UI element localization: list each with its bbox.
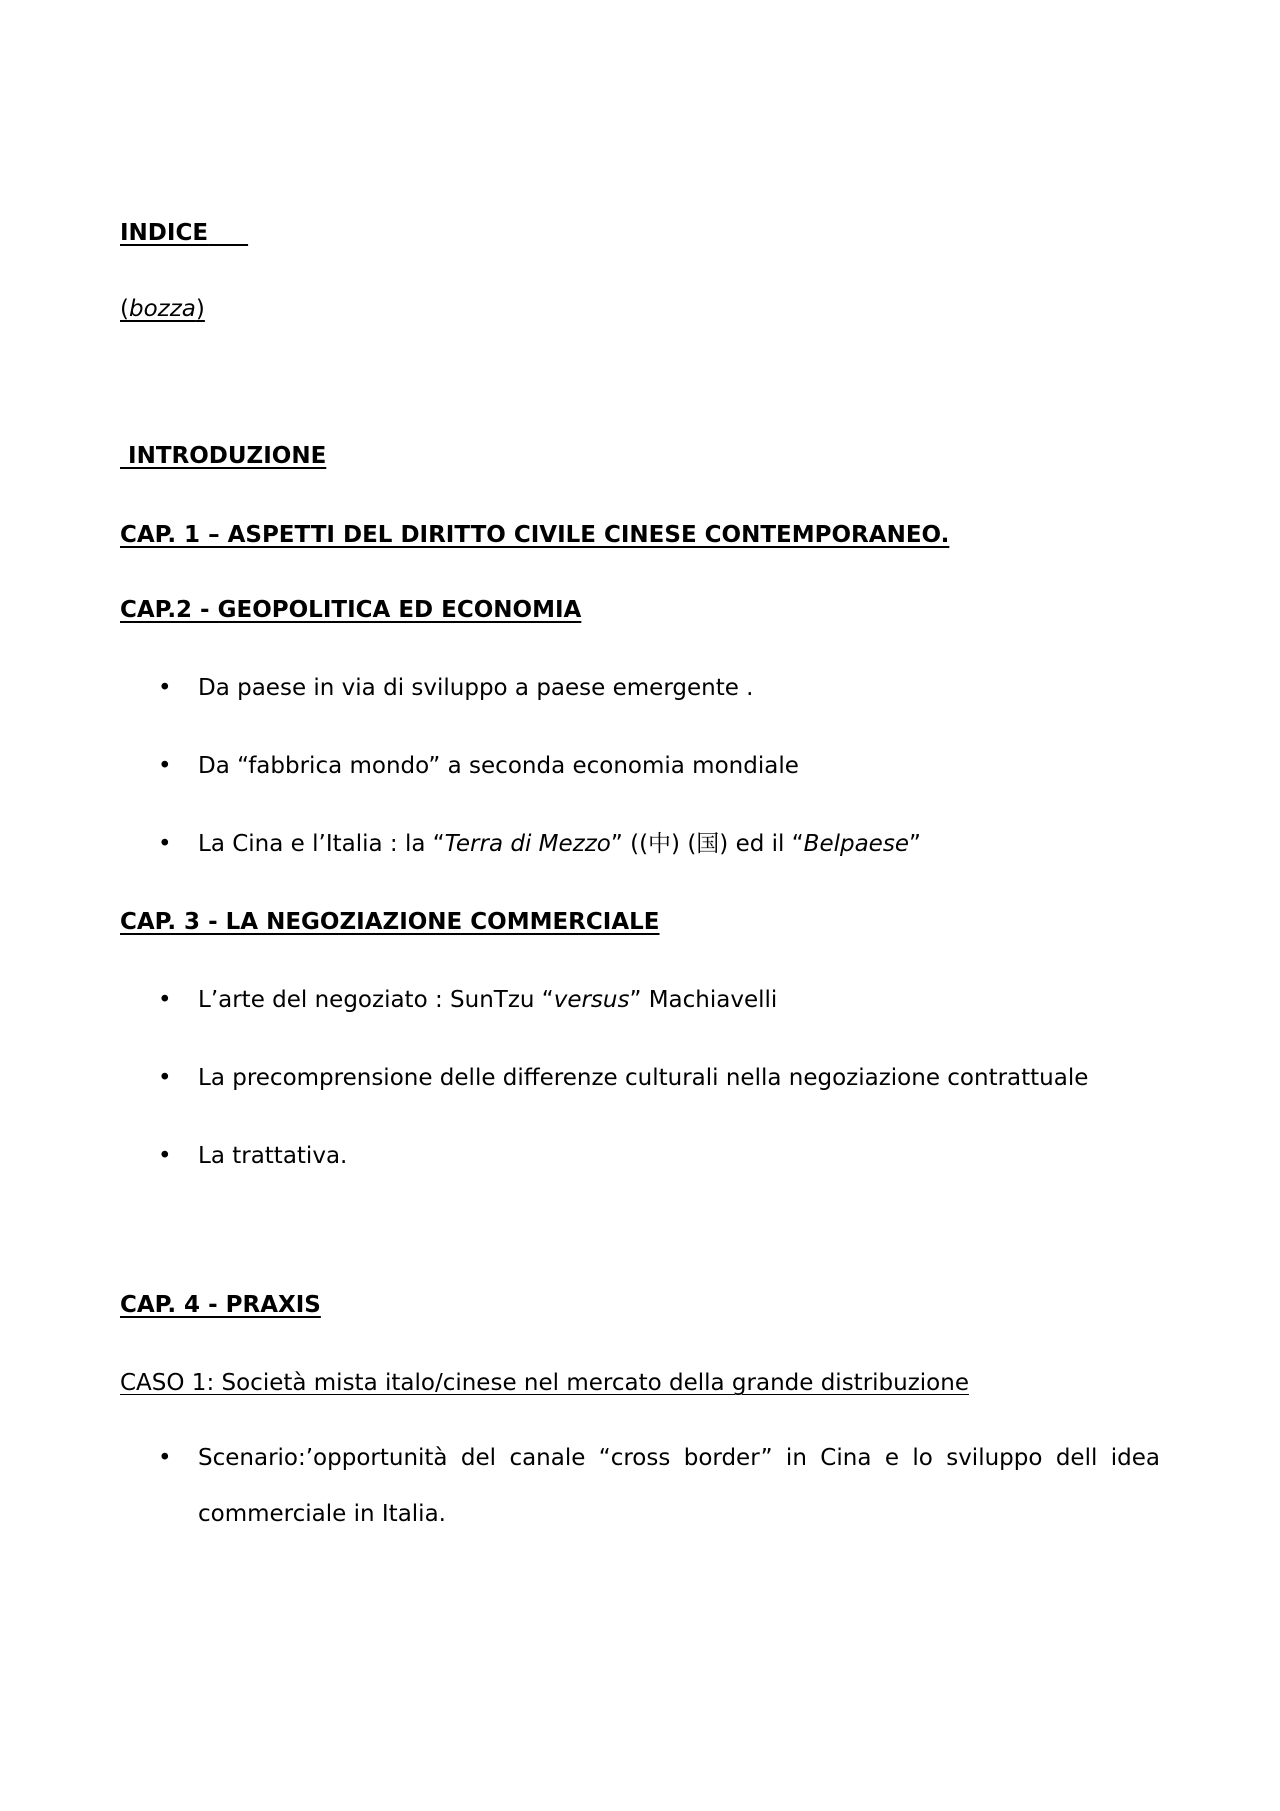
draft-note [120, 295, 205, 323]
terra-di-mezzo: Terra di Mezzo [444, 831, 611, 857]
item-3-end: ” [908, 831, 921, 857]
chapter-1-heading [120, 521, 949, 549]
index-title-text: INDICE [120, 220, 209, 246]
index-title [120, 219, 248, 247]
index-title-trail [208, 220, 248, 246]
belpaese: Belpaese [803, 831, 909, 857]
chapter-3-item-3: La trattativa. [198, 1143, 348, 1169]
item-1-suffix: ” Machiavelli [629, 987, 778, 1013]
introduction-heading [120, 442, 326, 470]
case-1-title-text: CASO 1: Società mista italo/cinese nel mercato della grande distribuzione [120, 1370, 969, 1396]
scenario-line-2: commerciale in Italia. [198, 1501, 446, 1527]
bullet-icon: • [158, 831, 172, 857]
chapter-3-heading [120, 908, 660, 936]
chapter-2-heading-text: CAP.2 - GEOPOLITICA ED ECONOMIA [120, 597, 582, 623]
bullet-icon: • [158, 753, 172, 779]
item-3-middle: ” ((中) (国) ed il “ [610, 831, 804, 857]
bullet-icon: • [158, 987, 172, 1013]
chapter-4-heading-text: CAP. 4 - PRAXIS [120, 1292, 321, 1318]
bullet-icon: • [158, 675, 172, 701]
chapter-3-item-2: La precomprensione delle differenze culturali nella negoziazione contrattuale [198, 1065, 1089, 1091]
chapter-2-item-3 [198, 830, 921, 858]
chapter-2-heading [120, 596, 581, 624]
scenario-line-1: Scenario:’opportunità del canale “cross border” in Cina e lo sviluppo dell idea [198, 1445, 1160, 1471]
case-1-title [120, 1369, 969, 1397]
item-3-prefix: La Cina e l’Italia : la “ [198, 831, 445, 857]
bullet-icon: • [158, 1065, 172, 1091]
chapter-4-heading [120, 1291, 321, 1319]
bullet-icon: • [158, 1445, 172, 1471]
introduction-heading-text: INTRODUZIONE [120, 443, 327, 469]
draft-open-paren: ( [120, 296, 129, 322]
item-1-prefix: L’arte del negoziato : SunTzu “ [198, 987, 554, 1013]
draft-close-paren: ) [195, 296, 205, 322]
bullet-icon: • [158, 1143, 172, 1169]
chapter-3-item-1 [198, 986, 777, 1014]
versus-word: versus [553, 987, 630, 1013]
chapter-1-heading-text: CAP. 1 – ASPETTI DEL DIRITTO CIVILE CINESE CONTEMPORANEO. [120, 522, 950, 548]
draft-word: bozza [128, 296, 196, 322]
chapter-3-heading-text: CAP. 3 - LA NEGOZIAZIONE COMMERCIALE [120, 909, 660, 935]
chapter-2-item-2: Da “fabbrica mondo” a seconda economia mondiale [198, 753, 799, 779]
chapter-2-item-1: Da paese in via di sviluppo a paese emergente . [198, 675, 754, 701]
